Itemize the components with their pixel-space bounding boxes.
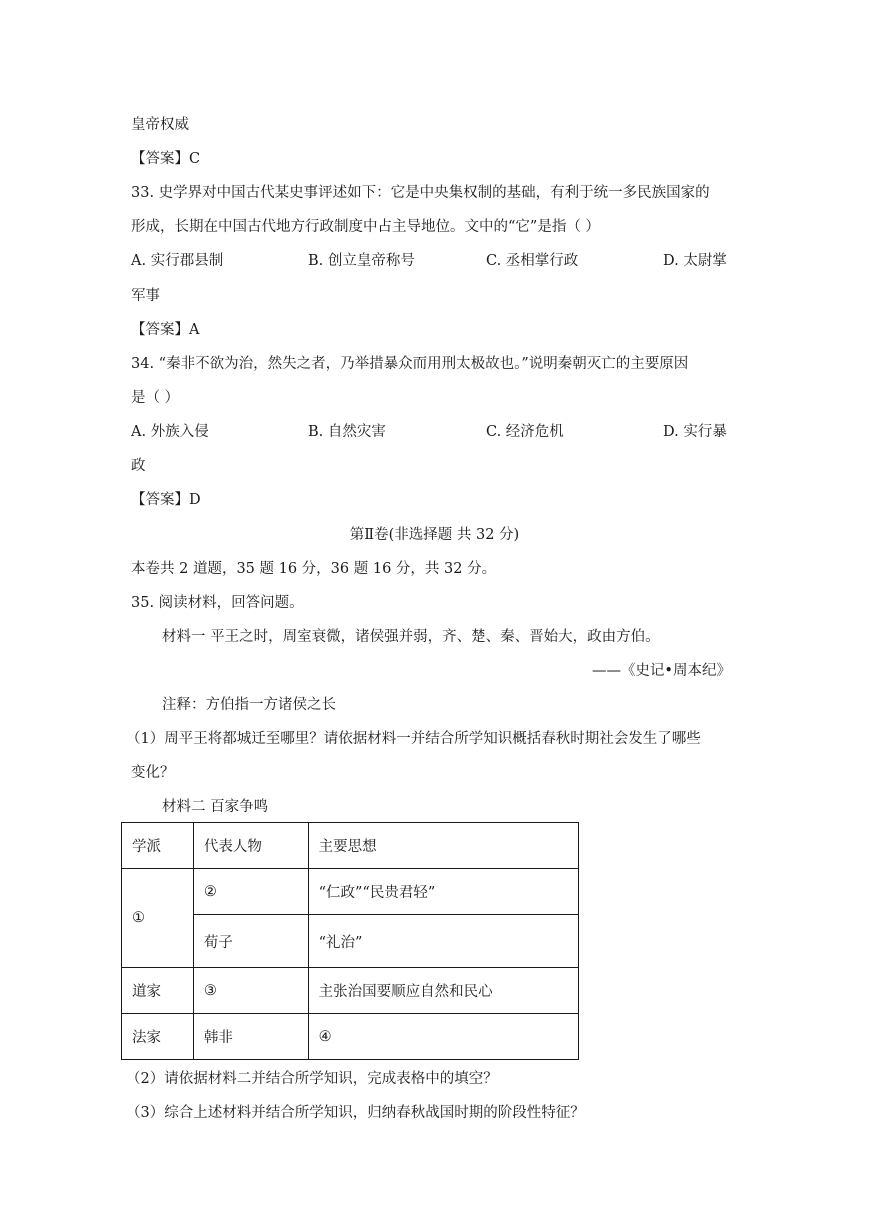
table-row bbox=[122, 1014, 579, 1060]
table-cell-school: ① bbox=[122, 869, 194, 968]
table-header-cell: 学派 bbox=[122, 823, 194, 869]
table-cell-idea: 主张治国要顺应自然和民心 bbox=[308, 968, 578, 1014]
section2-desc: 本卷共 2 道题，35 题 16 分，36 题 16 分，共 32 分。 bbox=[131, 561, 497, 577]
q32-tail: 皇帝权威 bbox=[131, 117, 189, 133]
table-cell-person: 韩非 bbox=[193, 1014, 308, 1060]
table-row bbox=[122, 869, 579, 915]
q35-material2-title: 材料二 百家争鸣 bbox=[162, 799, 269, 815]
q35-material1-source: ——《史记•周本纪》 bbox=[591, 663, 731, 679]
q35-material1: 材料一 平王之时，周室衰微，诸侯强并弱，齐、楚、秦、晋始大，政由方伯。 bbox=[162, 629, 660, 645]
q35-note: 注释：方伯指一方诸侯之长 bbox=[162, 697, 336, 713]
table-header-cell: 主要思想 bbox=[308, 823, 578, 869]
table-header-row bbox=[122, 823, 579, 869]
q35-stem: 35. 阅读材料，回答问题。 bbox=[131, 595, 304, 611]
q33-option-wrap: 军事 bbox=[131, 288, 160, 304]
q34-answer: 【答案】D bbox=[131, 492, 201, 508]
q35-sub3: （3）综合上述材料并结合所学知识，归纳春秋战国时期的阶段性特征？ bbox=[126, 1105, 585, 1121]
table-header-cell: 代表人物 bbox=[193, 823, 308, 869]
table-cell-idea: ④ bbox=[308, 1014, 578, 1060]
q34-stem-line2: 是（ ） bbox=[131, 390, 180, 406]
table-cell-person: ② bbox=[193, 869, 308, 915]
q35-sub1-line1: （1）周平王将都城迁至哪里？请依据材料一并结合所学知识概括春秋时期社会发生了哪些 bbox=[126, 731, 701, 747]
q33-option-b: B. 创立皇帝称号 bbox=[308, 253, 415, 269]
q34-option-a: A. 外族入侵 bbox=[131, 424, 209, 440]
table-cell-idea: “仁政”“民贵君轻” bbox=[308, 869, 578, 915]
q34-option-d: D. 实行暴 bbox=[663, 424, 727, 440]
table-cell-idea: “礼治” bbox=[308, 915, 578, 968]
table-cell-school: 法家 bbox=[122, 1014, 194, 1060]
hundred-schools-table bbox=[121, 822, 579, 1060]
table-cell-person: ③ bbox=[193, 968, 308, 1014]
q33-stem-line1: 33. 史学界对中国古代某史事评述如下：它是中央集权制的基础，有利于统一多民族国家的 bbox=[131, 185, 710, 201]
section2-title: 第Ⅱ卷(非选择题 共 32 分) bbox=[349, 527, 520, 543]
q32-answer: 【答案】C bbox=[131, 151, 201, 167]
table-cell-school: 道家 bbox=[122, 968, 194, 1014]
q33-option-c: C. 丞相掌行政 bbox=[486, 253, 579, 269]
q34-option-c: C. 经济危机 bbox=[486, 424, 564, 440]
table-cell-person: 荀子 bbox=[193, 915, 308, 968]
q35-sub1-line2: 变化？ bbox=[131, 765, 175, 781]
q35-sub2: （2）请依据材料二并结合所学知识，完成表格中的填空？ bbox=[126, 1071, 498, 1087]
q34-option-wrap: 政 bbox=[131, 458, 146, 474]
q33-answer: 【答案】A bbox=[131, 322, 200, 338]
q33-stem-line2: 形成，长期在中国古代地方行政制度中占主导地位。文中的“它”是指（ ） bbox=[131, 219, 600, 235]
q33-option-a: A. 实行郡县制 bbox=[131, 253, 224, 269]
table-row bbox=[122, 968, 579, 1014]
q34-option-b: B. 自然灾害 bbox=[308, 424, 386, 440]
q34-stem-line1: 34. “秦非不欲为治，然失之者，乃举措暴众而用刑太极故也。”说明秦朝灭亡的主要原因 bbox=[131, 356, 689, 372]
q33-option-d: D. 太尉掌 bbox=[663, 253, 727, 269]
